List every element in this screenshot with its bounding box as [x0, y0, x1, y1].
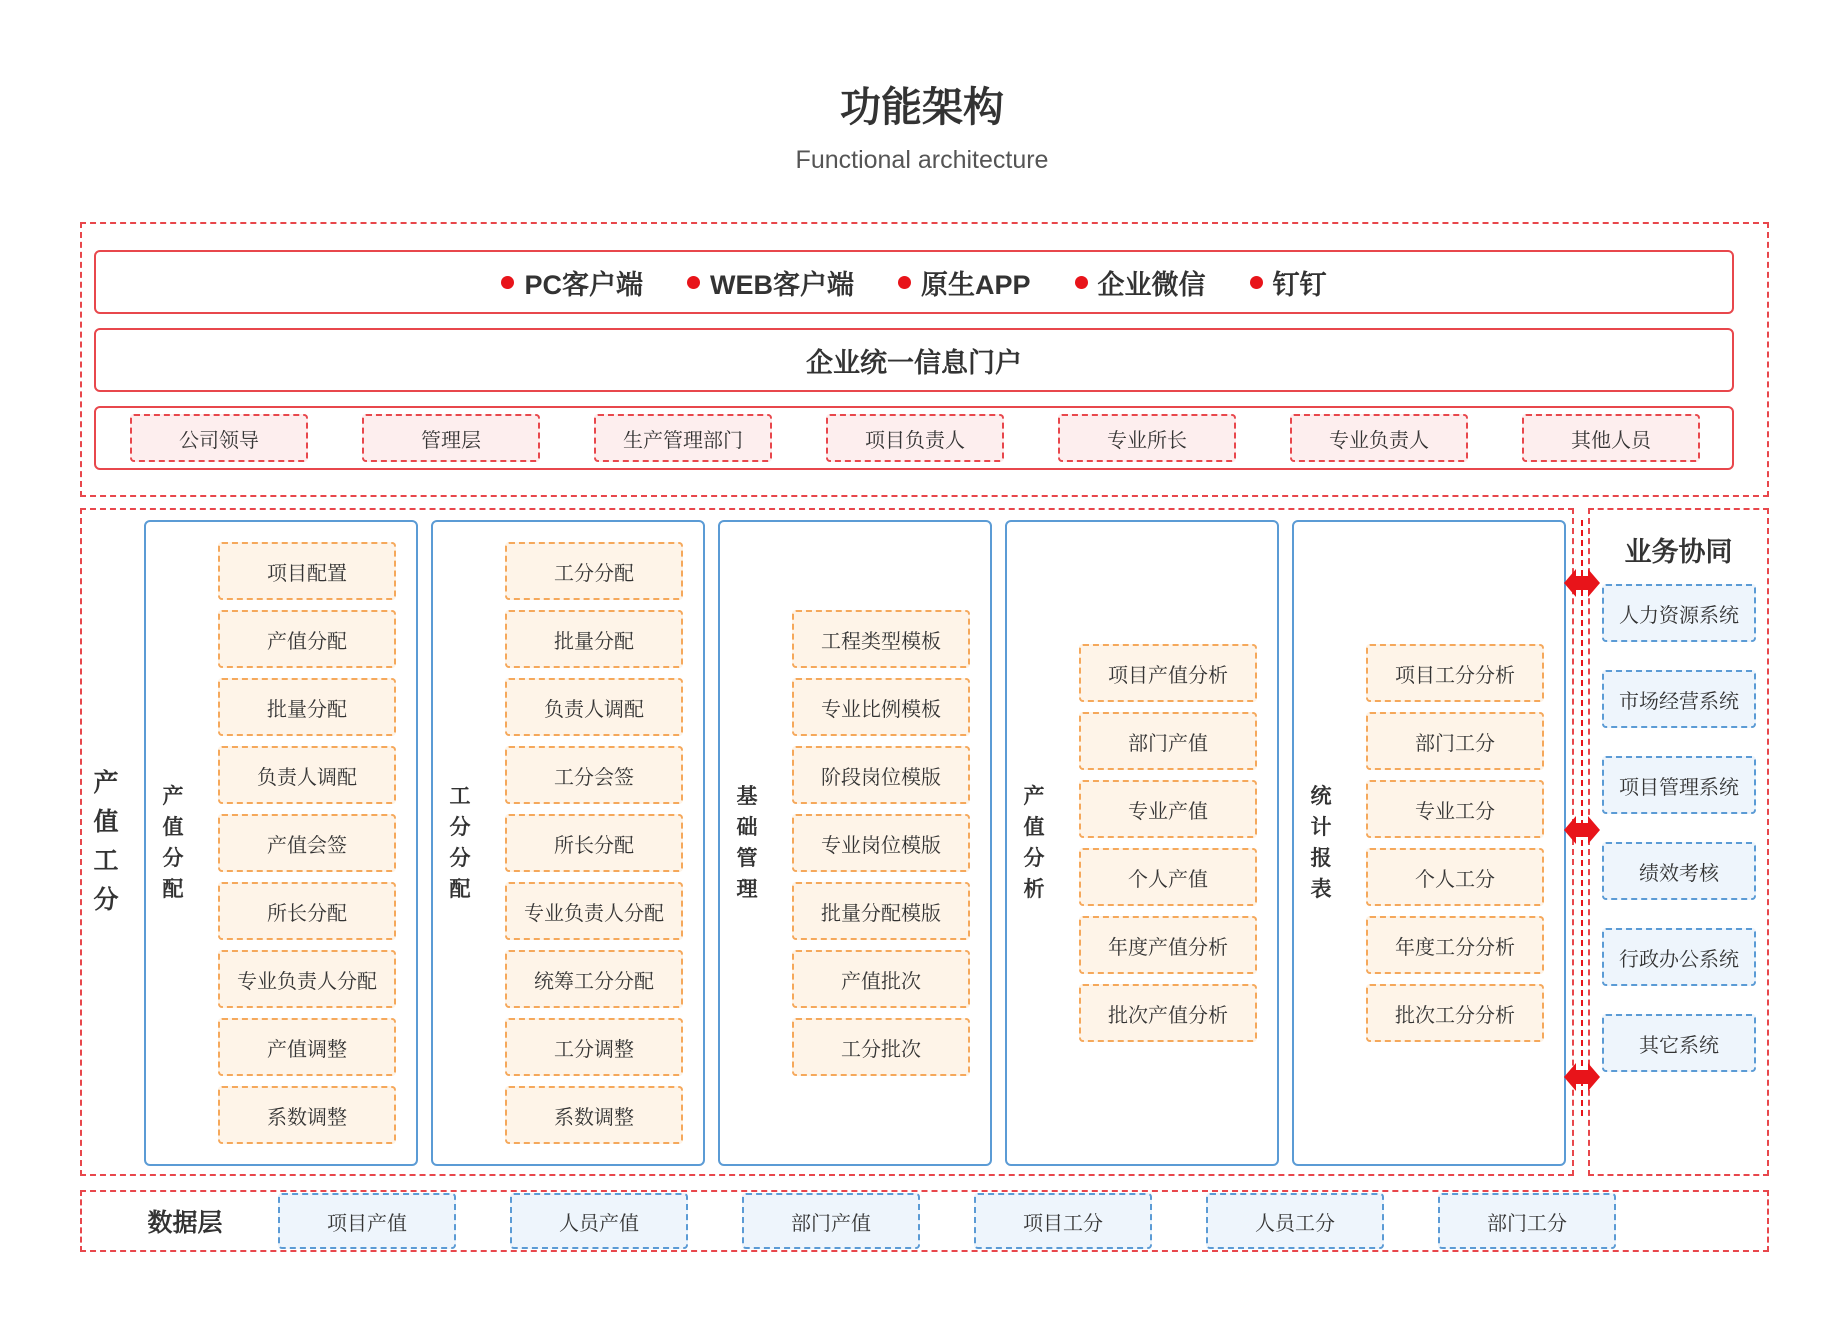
client-item — [1075, 263, 1206, 302]
client-label: WEB客户端 — [709, 269, 854, 300]
function-item: 工分批次 — [792, 1018, 970, 1076]
page-subtitle: Functional architecture — [795, 145, 1049, 174]
collab-system-item: 其它系统 — [1602, 1014, 1756, 1072]
module-label: 产 值 分 配 — [162, 785, 184, 901]
client-label: 原生APP — [920, 269, 1031, 300]
function-item: 所长分配 — [505, 814, 683, 872]
bidirectional-arrow-icon — [1564, 1063, 1600, 1091]
function-item: 工分调整 — [505, 1018, 683, 1076]
function-item: 工分会签 — [505, 746, 683, 804]
data-layer-item: 人员工分 — [1206, 1193, 1384, 1249]
function-item: 专业工分 — [1366, 780, 1544, 838]
function-item: 专业岗位模版 — [792, 814, 970, 872]
function-item: 批次工分分析 — [1366, 984, 1544, 1042]
client-item — [501, 263, 643, 302]
bullet-dot-icon — [687, 276, 700, 289]
function-item: 产值会签 — [218, 814, 396, 872]
function-item: 部门工分 — [1366, 712, 1544, 770]
function-item: 项目配置 — [218, 542, 396, 600]
collab-system-item: 市场经营系统 — [1602, 670, 1756, 728]
function-item: 部门产值 — [1079, 712, 1257, 770]
client-item — [898, 263, 1031, 302]
function-item: 工程类型模板 — [792, 610, 970, 668]
function-item: 项目产值分析 — [1079, 644, 1257, 702]
page-title: 功能架构 — [840, 83, 1004, 130]
data-layer-item: 部门工分 — [1438, 1193, 1616, 1249]
module-label: 工 分 分 配 — [449, 785, 471, 901]
function-item: 统筹工分分配 — [505, 950, 683, 1008]
role-tag: 其他人员 — [1522, 414, 1700, 462]
data-layer-item: 部门产值 — [742, 1193, 920, 1249]
function-item: 项目工分分析 — [1366, 644, 1544, 702]
function-item: 系数调整 — [218, 1086, 396, 1144]
function-item: 个人工分 — [1366, 848, 1544, 906]
function-item: 系数调整 — [505, 1086, 683, 1144]
module-label: 产 值 分 析 — [1023, 785, 1045, 901]
function-item: 专业负责人分配 — [505, 882, 683, 940]
collab-system-item: 项目管理系统 — [1602, 756, 1756, 814]
role-tag: 专业负责人 — [1290, 414, 1468, 462]
bullet-dot-icon — [1250, 276, 1263, 289]
function-item: 产值调整 — [218, 1018, 396, 1076]
data-layer-item: 人员产值 — [510, 1193, 688, 1249]
function-item: 批量分配 — [505, 610, 683, 668]
function-item: 负责人调配 — [505, 678, 683, 736]
bullet-dot-icon — [1075, 276, 1088, 289]
module-label: 统 计 报 表 — [1310, 785, 1332, 901]
connector-svg — [1560, 520, 1604, 1120]
role-tag: 公司领导 — [130, 414, 308, 462]
function-item: 阶段岗位模版 — [792, 746, 970, 804]
client-bar — [94, 250, 1734, 314]
function-item: 工分分配 — [505, 542, 683, 600]
collab-system-item: 绩效考核 — [1602, 842, 1756, 900]
function-item: 产值批次 — [792, 950, 970, 1008]
client-label: PC客户端 — [524, 269, 643, 300]
function-item: 专业负责人分配 — [218, 950, 396, 1008]
role-tag: 生产管理部门 — [594, 414, 772, 462]
function-item: 年度工分分析 — [1366, 916, 1544, 974]
client-label: 企业微信 — [1097, 269, 1206, 300]
data-layer-item: 项目产值 — [278, 1193, 456, 1249]
bullet-dot-icon — [898, 276, 911, 289]
role-tag: 专业所长 — [1058, 414, 1236, 462]
function-item: 批量分配 — [218, 678, 396, 736]
collab-system-item: 行政办公系统 — [1602, 928, 1756, 986]
data-layer-item: 项目工分 — [974, 1193, 1152, 1249]
client-item — [1250, 263, 1327, 302]
portal-bar: 企业统一信息门户 — [94, 328, 1734, 392]
data-layer-label: 数据层 — [147, 1209, 223, 1237]
role-tag: 项目负责人 — [826, 414, 1004, 462]
function-item: 所长分配 — [218, 882, 396, 940]
function-item: 专业产值 — [1079, 780, 1257, 838]
function-item: 批量分配模版 — [792, 882, 970, 940]
collab-system-item: 人力资源系统 — [1602, 584, 1756, 642]
function-item: 个人产值 — [1079, 848, 1257, 906]
section-label-value-workpoint: 产 值 工 分 — [93, 769, 119, 914]
client-item — [687, 263, 854, 302]
client-label: 钉钉 — [1272, 269, 1327, 300]
role-tag: 管理层 — [362, 414, 540, 462]
module-label: 基 础 管 理 — [736, 785, 758, 901]
function-item: 批次产值分析 — [1079, 984, 1257, 1042]
collab-title: 业务协同 — [1624, 536, 1733, 567]
function-item: 专业比例模板 — [792, 678, 970, 736]
function-item: 负责人调配 — [218, 746, 396, 804]
function-item: 产值分配 — [218, 610, 396, 668]
bullet-dot-icon — [501, 276, 514, 289]
function-item: 年度产值分析 — [1079, 916, 1257, 974]
